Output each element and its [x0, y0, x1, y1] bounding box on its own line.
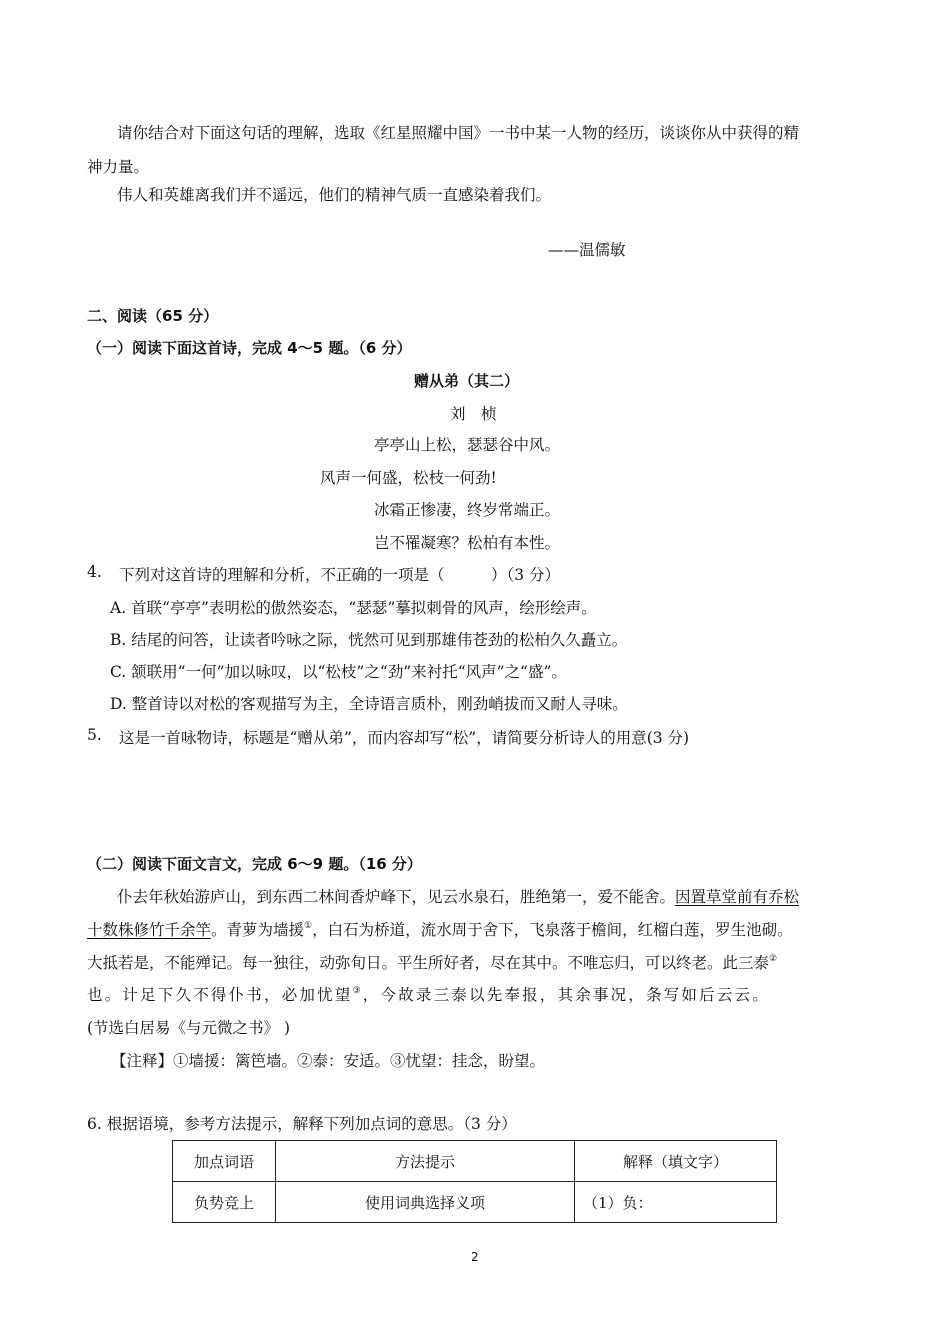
poem-author: 刘 桢: [450, 405, 497, 423]
poem-line-3: 冰霜正惨凄，终岁常端正。: [374, 501, 561, 519]
writing-prompt-line1: 请你结合对下面这句话的理解，选取《红星照耀中国》一书中某一人物的经历，谈谈你从中获得的精: [117, 124, 800, 142]
table-header-cell: 加点词语: [173, 1141, 276, 1182]
question-6-stem: 6. 根据语境，参考方法提示，解释下列加点词的意思。（3 分）: [87, 1115, 517, 1133]
passage-line-4: 也。计足下久不得仆书，必加忧望③，今故录三泰以先奉报，其余事况，条写如后云云。: [87, 986, 770, 1004]
question-4-option-d: D. 整首诗以对松的客观描写为主，全诗语言质朴，刚劲峭拔而又耐人寻味。: [110, 695, 628, 713]
table-header-cell: 解释（填文字）: [575, 1141, 777, 1182]
underlined-sentence-part2: 十数株修竹千余竿: [87, 921, 212, 939]
poem-title: 赠从弟（其二）: [414, 372, 520, 390]
passage-line-1: 仆去年秋始游庐山，到东西二林间香炉峰下，见云水泉石，胜绝第一，爱不能舍。因置草堂前有乔松: [117, 888, 800, 906]
table-header-cell: 方法提示: [276, 1141, 575, 1182]
writing-quote: 伟人和英雄离我们并不遥远，他们的精神气质一直感染着我们。: [117, 186, 552, 204]
answer-table: [172, 1140, 777, 1223]
passage-line-2: 十数株修竹千余竿。青萝为墙援①，白石为桥道，流水周于舍下，飞泉落于檐间，红榴白莲，罗生池砌。: [87, 921, 793, 939]
part1-heading: （一）阅读下面这首诗，完成 4～5 题。（6 分）: [87, 339, 412, 357]
question-4-number: 4.: [87, 563, 102, 581]
underlined-sentence-part1: 因置草堂前有乔松: [675, 888, 800, 906]
answer-cell[interactable]: （1）负：: [575, 1182, 777, 1223]
poem-line-4: 岂不罹凝寒？松柏有本性。: [374, 534, 561, 552]
section-title: 二、阅读（65 分）: [87, 307, 219, 325]
question-4-option-a: A. 首联“亭亭”表明松的傲然姿态，“瑟瑟”摹拟刺骨的风声，绘形绘声。: [110, 599, 597, 617]
writing-prompt-line2: 神力量。: [87, 158, 150, 176]
page-number: 2: [471, 1250, 479, 1264]
question-4-stem: 下列对这首诗的理解和分析，不正确的一项是（ ）（3 分）: [119, 566, 561, 584]
table-cell: 使用词典选择义项: [276, 1182, 575, 1223]
passage-line-3: 大抵若是，不能殚记。每一独往，动弥旬日。平生所好者，尽在其中。不唯忘归，可以终老。此三泰②: [87, 954, 778, 972]
passage-notes: 【注释】①墙援：篱笆墙。②泰：安适。③忧望：挂念，盼望。: [111, 1052, 546, 1070]
question-5-stem: 这是一首咏物诗，标题是“赠从弟”，而内容却写“松”，请简要分析诗人的用意(3 分): [119, 729, 690, 747]
part2-heading: （二）阅读下面文言文，完成 6～9 题。（16 分）: [87, 855, 422, 873]
question-4-option-b: B. 结尾的问答，让读者吟咏之际，恍然可见到那雄伟苍劲的松柏久久矗立。: [110, 631, 628, 649]
table-cell: 负势竞上: [173, 1182, 276, 1223]
question-5-number: 5.: [87, 726, 102, 744]
passage-source: (节选白居易《与元微之书》 ): [87, 1019, 291, 1037]
poem-line-1: 亭亭山上松，瑟瑟谷中风。: [374, 436, 561, 454]
question-4-option-c: C. 颔联用“一何”加以咏叹，以“松枝”之“劲”来衬托“风声”之“盛”。: [110, 663, 567, 681]
table-row: [173, 1182, 777, 1223]
poem-line-2: 风声一何盛，松枝一何劲!: [320, 469, 497, 487]
quote-attribution: ——温儒敏: [548, 241, 626, 259]
table-header-row: [173, 1141, 777, 1182]
